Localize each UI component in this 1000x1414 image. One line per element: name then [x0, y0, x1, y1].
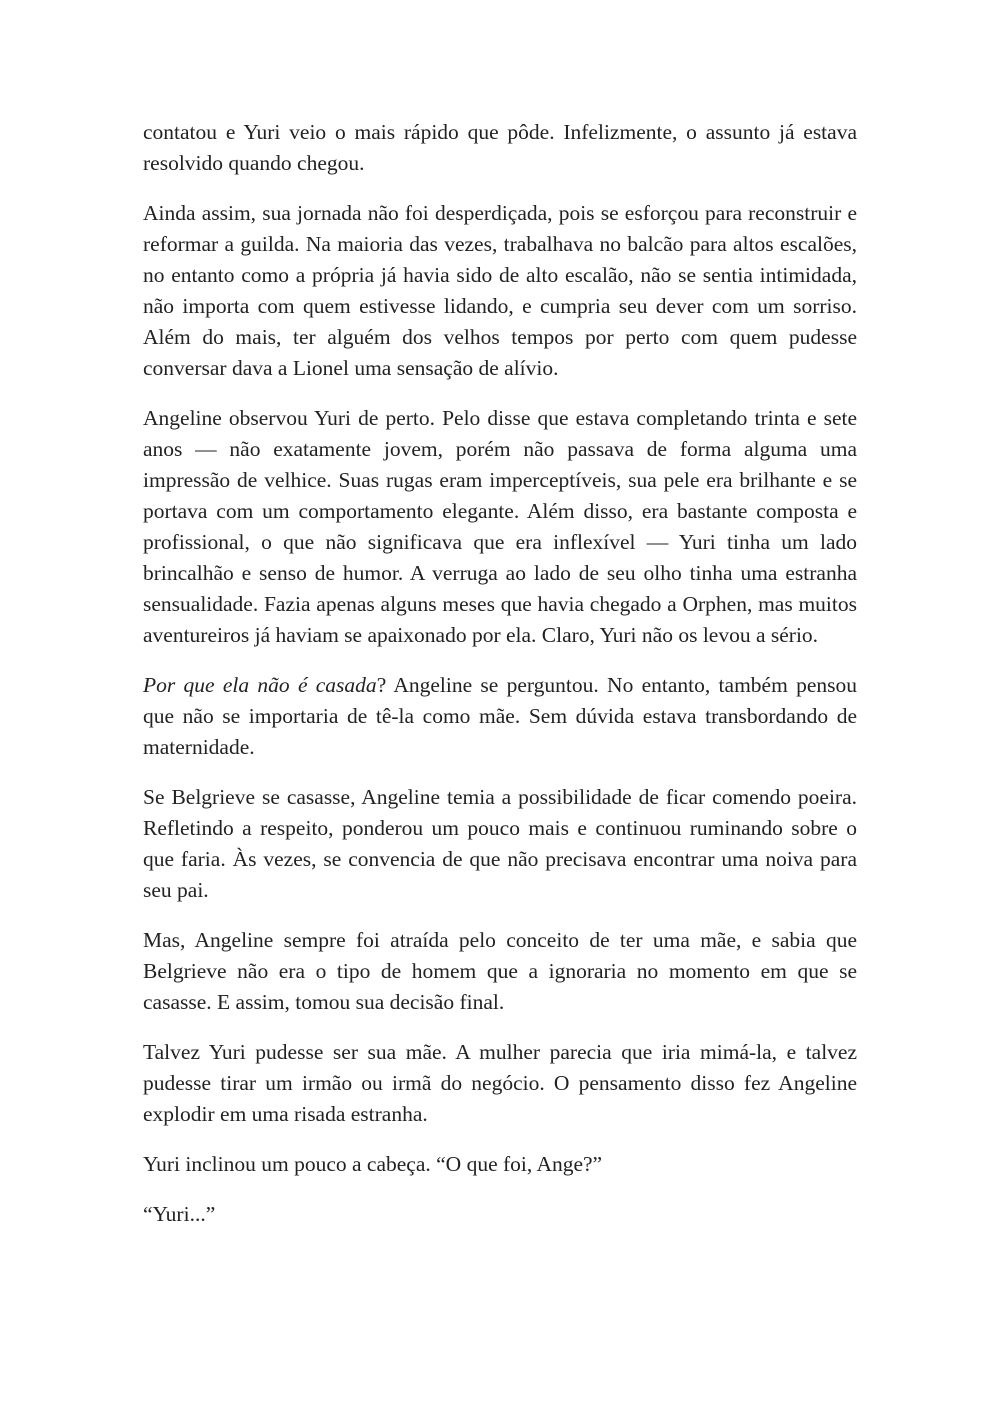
paragraph: Mas, Angeline sempre foi atraída pelo conceito de ter uma mãe, e sabia que Belgrieve não era o tipo de homem que a ignoraria no momento em que se casasse. E assim, tomou sua decisão final. [143, 928, 857, 1014]
italic-thought: Por que ela não é casada [143, 673, 377, 697]
document-page [143, 117, 857, 1249]
paragraph-text: ? Angeline se perguntou. No entanto, também pensou que não se importaria de tê-la como mãe. Sem dúvida estava transbordando de maternidade. [143, 673, 858, 759]
paragraph: “Yuri...” [143, 1202, 216, 1226]
paragraph: Yuri inclinou um pouco a cabeça. “O que foi, Ange?” [143, 1152, 603, 1176]
paragraph: Ainda assim, sua jornada não foi desperdiçada, pois se esforçou para reconstruir e reformar a guilda. Na maioria das vezes, trabalhava no balcão para altos escalões, no entanto como a própria já havia sido de alto escalão, não se sentia intimidada, não importa com quem estivesse lidando, e cumpria seu dever com um sorriso. Além do mais, ter alguém dos velhos tempos por perto com quem pudesse conversar dava a Lionel uma sensação de alívio. [143, 201, 857, 380]
paragraph: Talvez Yuri pudesse ser sua mãe. A mulher parecia que iria mimá-la, e talvez pudesse tirar um irmão ou irmã do negócio. O pensamento disso fez Angeline explodir em uma risada estranha. [143, 1040, 857, 1126]
paragraph: contatou e Yuri veio o mais rápido que pôde. Infelizmente, o assunto já estava resolvido quando chegou. [143, 120, 857, 175]
paragraph: Se Belgrieve se casasse, Angeline temia a possibilidade de ficar comendo poeira. Refletindo a respeito, ponderou um pouco mais e continuou ruminando sobre o que faria. Às vezes, se convencia de que não precisava encontrar uma noiva para seu pai. [143, 785, 857, 902]
paragraph [143, 670, 857, 763]
paragraph: Angeline observou Yuri de perto. Pelo disse que estava completando trinta e sete anos — não exatamente jovem, porém não passava de forma alguma uma impressão de velhice. Suas rugas eram imperceptíveis, sua pele era brilhante e se portava com um comportamento elegante. Além disso, era bastante composta e profissional, o que não significava que era inflexível — Yuri tinha um lado brincalhão e senso de humor. A verruga ao lado de seu olho tinha uma estranha sensualidade. Fazia apenas alguns meses que havia chegado a Orphen, mas muitos aventureiros já haviam se apaixonado por ela. Claro, Yuri não os levou a sério. [143, 406, 857, 647]
